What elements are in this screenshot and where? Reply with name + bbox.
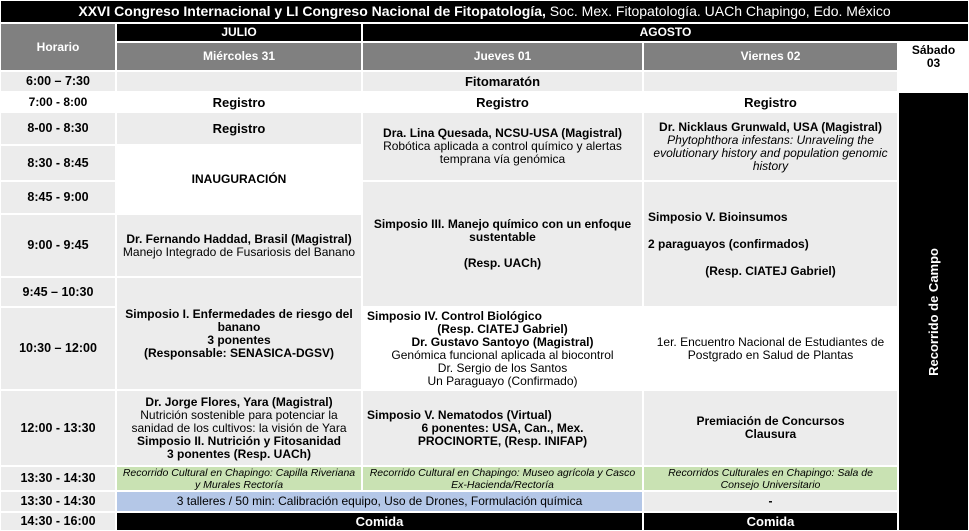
header-day-wed: Miércoles 31 [116,42,362,71]
simposio-4-speaker: Dr. Gustavo Santoyo (Magistral) [411,334,594,349]
simposio-5n-title: Simposio V. Nematodos (Virtual) [367,407,552,422]
header-day-sat-label: Sábado 03 [911,42,956,70]
header-agosto: AGOSTO [362,23,969,42]
banner-title [0,0,969,23]
empty-cell [643,71,898,92]
event-haddad [116,214,362,277]
event-simposio-4 [362,307,643,390]
event-talleres: 3 talleres / 50 min: Calibración equipo, Uso de Drones, Formulación química [116,491,643,512]
time-slot: 12:00 - 13:30 [0,390,116,466]
simposio-4-topic: Genómica funcional aplicada al biocontrol [391,347,614,362]
empty-cell [898,71,969,92]
banner-title-rest: Soc. Mex. Fitopatología. UACh Chapingo, Edo. México [545,3,891,19]
flores-speaker: Dr. Jorge Flores, Yara (Magistral) [145,394,333,409]
quesada-speaker: Dra. Lina Quesada, NCSU-USA (Magistral) [383,126,622,140]
header-day-thu: Jueves 01 [362,42,643,71]
haddad-topic: Manejo Integrado de Fusariosis del Banano [122,244,356,259]
flores-simposio: Simposio II. Nutrición y Fitosanidad [136,433,342,448]
event-comida: Comida [116,512,643,531]
recorrido-campo-label: Recorrido de Campo [926,247,941,376]
event-inauguracion: INAUGURACIÓN [116,145,362,214]
simposio-4-speaker-2: Dr. Sergio de los Santos [437,360,568,375]
simposio-3-resp: (Resp. UACh) [463,256,542,270]
haddad-speaker: Dr. Fernando Haddad, Brasil (Magistral) [126,231,352,246]
simposio-4-speaker-3: Un Paraguayo (Confirmado) [427,373,578,388]
event-premiacion [643,390,898,466]
grunwald-speaker: Dr. Nicklaus Grunwald, USA (Magistral) [659,119,882,134]
event-flores [116,390,362,466]
time-slot: 9:45 – 10:30 [0,277,116,307]
time-slot: 14:30 - 16:00 [0,512,116,531]
clausura-title: Clausura [744,427,797,441]
event-simposio-5-nematodos [362,390,643,466]
event-simposio-5-bioinsumos [643,181,898,307]
simposio-5b-ponentes: 2 paraguayos (confirmados) [648,236,809,251]
time-slot: 8-00 - 8:30 [0,112,116,145]
event-recorrido-wed: Recorrido Cultural en Chapingo: Capilla Riveriana y Murales Rectoría [116,466,362,491]
empty-cell [116,71,362,92]
simposio-1-resp: (Responsable: SENASICA-DGSV) [143,345,335,360]
grunwald-topic: Phytophthora infestans: Unraveling the evolutionary history and population genomic history [653,132,888,173]
event-registro: Registro [116,112,362,145]
time-slot: 9:00 - 9:45 [0,214,116,277]
simposio-1-ponentes: 3 ponentes [207,332,271,347]
header-day-fri: Viernes 02 [643,42,898,71]
event-simposio-1 [116,277,362,390]
simposio-1-title: Simposio I. Enfermedades de riesgo del banano [125,306,353,334]
flores-topic: Nutrición sostenible para potenciar la sanidad de los cultivos: la visión de Yara [131,407,347,435]
time-slot: 8:45 - 9:00 [0,181,116,214]
simposio-5b-resp: (Resp. CIATEJ Gabriel) [705,263,836,278]
header-horario: Horario [0,23,116,71]
quesada-topic: Robótica aplicada a control químico y alertas temprana vía genómica [383,139,622,166]
time-slot: 6:00 – 7:30 [0,71,116,92]
premiacion-title: Premiación de Concursos [696,414,845,428]
event-registro: Registro [116,92,362,112]
simposio-3-title: Simposio III. Manejo químico con un enfoque sustentable [373,217,632,244]
event-quesada [362,112,643,181]
event-encuentro: 1er. Encuentro Nacional de Estudiantes de Postgrado en Salud de Plantas [643,307,898,390]
time-slot: 13:30 - 14:30 [0,466,116,491]
event-dash: - [643,491,898,512]
banner-title-bold: XXVI Congreso Internacional y LI Congreso Nacional de Fitopatología, [78,3,546,19]
time-slot: 7:00 - 8:00 [0,92,116,112]
time-slot: 8:30 - 8:45 [0,145,116,181]
event-fitomaraton: Fitomaratón [362,71,643,92]
simposio-5n-resp: PROCINORTE, (Resp. INIFAP) [417,433,588,448]
event-recorrido-fri: Recorridos Culturales en Chapingo: Sala de Consejo Universitario [643,466,898,491]
header-julio: JULIO [116,23,362,42]
time-slot: 13:30 - 14:30 [0,491,116,512]
event-simposio-3 [362,181,643,307]
header-day-sat [898,42,969,71]
event-recorrido-campo [898,92,969,531]
flores-detail: 3 ponentes (Resp. UACh) [166,446,311,461]
simposio-4-resp: (Resp. CIATEJ Gabriel) [437,321,568,336]
event-grunwald [643,112,898,181]
simposio-5n-ponentes: 6 ponentes: USA, Can., Mex. [421,420,584,435]
event-registro: Registro [362,92,643,112]
event-comida: Comida [643,512,898,531]
simposio-5b-title: Simposio V. Bioinsumos [648,209,788,224]
event-recorrido-thu: Recorrido Cultural en Chapingo: Museo agrícola y Casco Ex-Hacienda/Rectoría [362,466,643,491]
event-registro: Registro [643,92,898,112]
time-slot: 10:30 – 12:00 [0,307,116,390]
simposio-4-title: Simposio IV. Control Biológico [367,308,542,323]
